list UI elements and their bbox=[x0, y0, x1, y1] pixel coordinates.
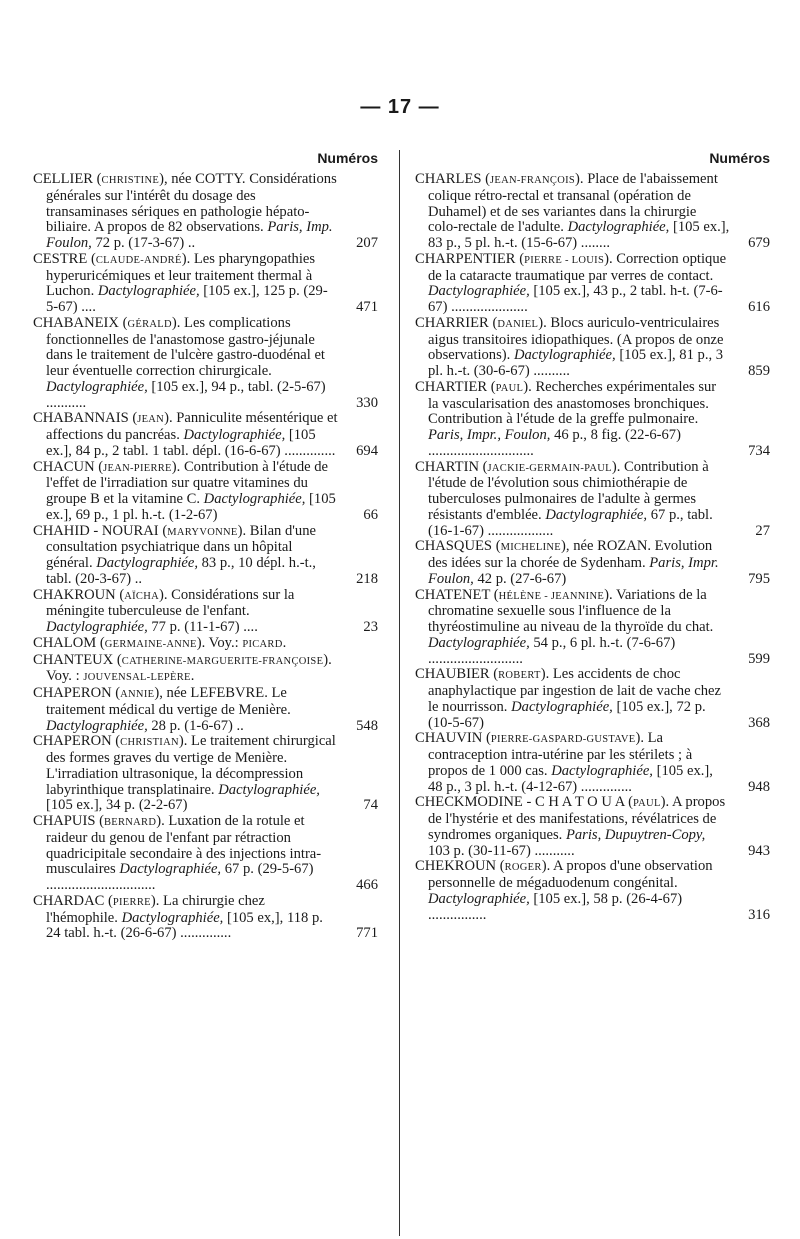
entry-number: 466 bbox=[356, 877, 378, 893]
thesis-title: . Les pharyngopathies hyperuricémiques et leur traitement thermal à Luchon. bbox=[46, 250, 316, 300]
index-entry bbox=[33, 653, 378, 687]
publisher: Dactylographiée, bbox=[218, 781, 320, 798]
publisher: Dactylographiée, bbox=[545, 506, 648, 523]
publication-details: [105 ex.], 58 p. (26-4-67) ................ bbox=[428, 890, 683, 923]
author-given-names: MICHELINE bbox=[500, 542, 562, 554]
publication-details: [105 ex.], 48 p., 3 pl. h.-t. (4-12-67) .............. bbox=[428, 762, 713, 795]
entry-number: 23 bbox=[363, 619, 378, 635]
author-given-names: PAUL bbox=[633, 798, 661, 810]
entry-number: 771 bbox=[356, 925, 378, 942]
entry-text: CESTRE (CLAUDE-ANDRÉ). Les pharyngopathies hyperuricémiques et leur traitement thermal à Luchon. Dactylographiée, [105 ex.], 125 p. (29-5-67) .... bbox=[33, 250, 328, 315]
index-entry bbox=[415, 460, 770, 540]
author-surname: CHAUVIN bbox=[415, 730, 483, 747]
index-entry bbox=[33, 172, 378, 252]
publisher: Dactylographiée, bbox=[46, 619, 148, 635]
entry-text: CHASQUES (MICHELINE), née ROZAN. Evolution des idées sur la chorée de Sydenham. Paris, Impr. Foulon, 42 p. (27-6-67) bbox=[415, 538, 719, 587]
publisher: Paris, Impr., Foulon, bbox=[428, 427, 551, 443]
thesis-title: . A propos d'une observation personnelle de mégaduodenum congénital. bbox=[428, 858, 713, 891]
publisher: Paris, Impr. Foulon, bbox=[428, 555, 719, 587]
author-given-names: PIERRE-GASPARD-GUSTAVE bbox=[490, 734, 636, 746]
publisher: Paris, Imp. Foulon, bbox=[46, 219, 333, 251]
author-given-names: ROBERT bbox=[498, 670, 541, 682]
entry-number: 207 bbox=[356, 235, 378, 251]
cross-reference-suffix: . bbox=[190, 668, 195, 685]
entry-number: 943 bbox=[748, 842, 770, 859]
author-surname: CHAUBIER bbox=[415, 666, 490, 683]
publisher: Dactylographiée, bbox=[551, 762, 653, 779]
entry-text: CHALOM (GERMAINE-ANNE). Voy.: PICARD. bbox=[33, 634, 287, 651]
author-given-names: HÉLÈNE - JEANNINE bbox=[498, 590, 605, 602]
publisher: Dactylographiée, bbox=[119, 861, 222, 878]
publication-details: [105 ex.], 84 p., 2 tabl. 1 tabl. dépl. (16-6-67) .............. bbox=[46, 427, 336, 459]
author-surname: CHAPERON bbox=[33, 685, 112, 701]
entry-number: 616 bbox=[748, 299, 770, 315]
thesis-title: . Bilan d'une consultation psychiatrique dans un hôpital général. bbox=[46, 522, 316, 571]
author-given-names: PIERRE - LOUIS bbox=[524, 254, 605, 266]
entry-number: 795 bbox=[748, 570, 770, 587]
entry-number: 471 bbox=[356, 299, 378, 315]
thesis-title: . Luxation de la rotule et raideur du genou de l'enfant par rétraction quadricipitale secondaire à des injections intra-musculaires bbox=[46, 813, 322, 878]
author-surname: CELLIER bbox=[33, 171, 93, 187]
entry-text: CHARDAC (PIERRE). La chirurgie chez l'hémophile. Dactylographiée, [105 ex,], 118 p. 24 tabl. h.-t. (26-6-67) .............. bbox=[33, 892, 323, 942]
author-given-names: GÉRALD bbox=[127, 318, 172, 330]
entry-text: CHAKROUN (AÏCHA). Considérations sur la méningite tuberculeuse de l'enfant. Dactylographiée, 77 p. (11-1-67) .... bbox=[33, 586, 295, 635]
thesis-title: , née LEFEBVRE. Le traitement médical du vertige de Menière. bbox=[46, 685, 291, 718]
thesis-title: . Les complications fonctionnelles de l'anastomose gastro-jéjunale dans le traitement de l'ulcère gastro-duodénal et leur éventuelle correction chirurgicale. bbox=[46, 314, 325, 379]
column-divider bbox=[399, 150, 400, 1236]
entry-text: CHATENET (HÉLÈNE - JEANNINE). Variations de la chromatine sexuelle sous l'influence de la thyréostimuline au niveau de la thyroïde du chat. Dactylographiée, 54 p., 6 pl. h.-t. (7-6-67) .......................... bbox=[415, 586, 714, 667]
publisher: Dactylographiée, bbox=[567, 219, 670, 236]
entry-number: 330 bbox=[356, 394, 378, 411]
publisher: Dactylographiée, bbox=[46, 717, 148, 734]
author-given-names: JEAN-PIERRE bbox=[103, 462, 172, 474]
publisher: Dactylographiée, bbox=[203, 491, 306, 507]
index-entry bbox=[33, 411, 378, 459]
index-entry bbox=[33, 814, 378, 894]
entry-text: CHAUVIN (PIERRE-GASPARD-GUSTAVE). La contraception intra-utérine par les stérilets ; à propos de 1 000 cas. Dactylographiée, [105 ex.], 48 p., 3 pl. h.-t. (4-12-67) .............. bbox=[415, 730, 713, 795]
entry-number: 74 bbox=[363, 797, 378, 814]
author-surname: CHALOM bbox=[33, 634, 97, 651]
entry-text: CHACUN (JEAN-PIERRE). Contribution à l'étude de l'effet de l'irradiation sur quatre vitamines du groupe B et la vitamine C. Dactylographiée, [105 ex.], 69 p., 1 pl. h.-t. (1-2-67) bbox=[33, 458, 336, 523]
thesis-title: . Voy.: bbox=[201, 634, 243, 651]
index-entry bbox=[415, 380, 770, 460]
author-surname: CHANTEUX bbox=[33, 651, 114, 668]
author-given-names: CATHERINE-MARGUERITE-FRANÇOISE bbox=[121, 655, 324, 667]
author-given-names: JEAN bbox=[137, 414, 165, 426]
thesis-title: . Les accidents de choc anaphylactique par ingestion de lait de vache chez le nourrisson. bbox=[428, 666, 721, 715]
publication-details: [105 ex.], 69 p., 1 pl. h.-t. (1-2-67) bbox=[46, 491, 336, 523]
entry-number: 66 bbox=[363, 506, 378, 523]
index-entry bbox=[415, 859, 770, 923]
author-surname: CHASQUES bbox=[415, 538, 493, 555]
thesis-title: . A propos de l'hystérie et des manifestations, révélatrices de syndromes organiques. bbox=[428, 794, 726, 843]
entry-text: CHARTIER (PAUL). Recherches expérimentales sur la vascularisation des anastomoses bronchiques. Contribution à l'étude de la greffe pulmonaire. Paris, Impr., Foulon, 46 p., 8 fig. (22-6-67) ............................. bbox=[415, 378, 717, 459]
publisher: Dactylographiée, bbox=[183, 427, 286, 443]
author-surname: CHECKMODINE - C H A T O U A bbox=[415, 794, 625, 811]
index-entry bbox=[33, 524, 378, 588]
author-given-names: ANNIE bbox=[120, 689, 155, 700]
thesis-title: . Considérations sur la méningite tuberculeuse de l'enfant. bbox=[46, 586, 295, 620]
thesis-title: . Place de l'abaissement colique rétro-rectal et transanal (opération de Duhamel) et de ses variantes dans la chirurgie colo-rectale de l'adulte. bbox=[428, 171, 718, 236]
publisher: Dactylographiée, bbox=[428, 283, 530, 300]
publication-details: [105 ex.], 72 p. (10-5-67) bbox=[428, 698, 706, 731]
publisher: Dactylographiée, bbox=[97, 283, 200, 300]
index-entry bbox=[415, 316, 770, 380]
author-surname: CHACUN bbox=[33, 458, 95, 475]
author-surname: CHARDAC bbox=[33, 892, 105, 909]
thesis-title: , née ROZAN. Evolution des idées sur la chorée de Sydenham. bbox=[428, 538, 713, 571]
author-surname: CHARRIER bbox=[415, 314, 489, 331]
index-entry bbox=[415, 667, 770, 731]
entry-number: 218 bbox=[356, 570, 378, 587]
author-given-names: ROGER bbox=[504, 862, 542, 874]
entry-text: CHAHID - NOURAI (MARYVONNE). Bilan d'une consultation psychiatrique dans un hôpital général. Dactylographiée, 83 p., 10 dépl. h.-t., tabl. (20-3-67) .. bbox=[33, 522, 316, 587]
thesis-title: . Panniculite mésentérique et affections du pancréas. bbox=[46, 410, 338, 443]
publication-details: [105 ex,], 118 p. 24 tabl. h.-t. (26-6-67) .............. bbox=[46, 909, 323, 942]
entry-number: 27 bbox=[755, 522, 770, 539]
index-entry bbox=[415, 588, 770, 668]
right-entry-list bbox=[415, 172, 770, 923]
index-entry bbox=[33, 460, 378, 524]
thesis-title: . Le traitement chirurgical des formes graves du vertige de Menière. L'irradiation ultrasonique, la décompression labyrinthique transplatinaire. bbox=[46, 733, 336, 798]
entry-text: CHABANNAIS (JEAN). Panniculite mésentérique et affections du pancréas. Dactylographiée, [105 ex.], 84 p., 2 tabl. 1 tabl. dépl. (16-6-67) .............. bbox=[33, 410, 338, 459]
entry-number: 948 bbox=[748, 778, 770, 795]
entry-number: 316 bbox=[748, 906, 770, 923]
publication-details: [105 ex.], 43 p., 2 tabl. h-t. (7-6-67) ..................... bbox=[428, 283, 723, 315]
thesis-title: ). Voy. : bbox=[46, 651, 332, 685]
entry-text: CHAPERON (CHRISTIAN). Le traitement chirurgical des formes graves du vertige de Menière. L'irradiation ultrasonique, la décompression labyrinthique transplatinaire. Dactylographiée, [105 ex.], 34 p. (2-2-67) bbox=[33, 733, 336, 814]
index-entry bbox=[33, 686, 378, 734]
entry-number: 694 bbox=[356, 442, 378, 459]
author-surname: CESTRE bbox=[33, 250, 88, 267]
index-entry bbox=[415, 795, 770, 859]
entry-text: CHARRIER (DANIEL). Blocs auriculo-ventriculaires aigus transitoires idiopathiques. (A propos de onze observations). Dactylographiée, [105 ex.], 81 p., 3 pl. h.-t. (30-6-67) .......... bbox=[415, 314, 724, 379]
entry-number: 368 bbox=[748, 714, 770, 731]
entry-number: 679 bbox=[748, 235, 770, 251]
author-given-names: CHRISTIAN bbox=[120, 737, 179, 749]
entry-text: CHEKROUN (ROGER). A propos d'une observation personnelle de mégaduodenum congénital. Dactylographiée, [105 ex.], 58 p. (26-4-67) ................ bbox=[415, 858, 713, 923]
publisher: Dactylographiée, bbox=[428, 890, 530, 907]
author-surname: CHABANEIX bbox=[33, 314, 119, 331]
publisher: Dactylographiée, bbox=[46, 378, 148, 395]
author-surname: CHAPERON bbox=[33, 733, 112, 750]
cross-reference-suffix: . bbox=[282, 634, 287, 651]
thesis-title: . La chirurgie chez l'hémophile. bbox=[46, 892, 265, 926]
author-given-names: BERNARD bbox=[103, 817, 157, 828]
publisher: Dactylographiée, bbox=[96, 555, 198, 571]
index-entry bbox=[415, 731, 770, 795]
author-given-names: DANIEL bbox=[497, 318, 539, 330]
entry-text: CHARTIN (JACKIE-GERMAIN-PAUL). Contribution à l'étude de l'évolution sous chimiothérapie de tuberculoses pulmonaires de l'adulte à germes résistants d'emblée. Dactylographiée, 67 p., tabl. (16-1-67) .................. bbox=[415, 458, 713, 539]
publication-details: 54 p., 6 pl. h.-t. (7-6-67) .......................... bbox=[428, 634, 676, 667]
left-entry-list bbox=[33, 172, 378, 942]
index-entry bbox=[415, 539, 770, 587]
publisher: Dactylographiée, bbox=[428, 634, 530, 651]
thesis-title: . Variations de la chromatine sexuelle sous l'influence de la thyréostimuline au niveau de la thyroïde du chat. bbox=[428, 586, 714, 635]
publisher: Dactylographiée, bbox=[511, 698, 613, 715]
index-entry bbox=[33, 588, 378, 636]
publisher: Dactylographiée, bbox=[121, 909, 224, 926]
publication-details: [105 ex.], 34 p. (2-2-67) bbox=[46, 797, 188, 814]
author-surname: CHAPUIS bbox=[33, 813, 96, 829]
entry-text: CHAUBIER (ROBERT). Les accidents de choc anaphylactique par ingestion de lait de vache chez le nourrisson. Dactylographiée, [105 ex.], 72 p. (10-5-67) bbox=[415, 666, 721, 731]
publication-details: 103 p. (30-11-67) ........... bbox=[428, 842, 575, 859]
author-surname: CHABANNAIS bbox=[33, 410, 129, 427]
entry-number: 859 bbox=[748, 363, 770, 379]
entry-text: CELLIER (CHRISTINE), née COTTY. Considérations générales sur l'intérêt du dosage des transaminases sériques en pathologie hépato-biliaire. A propos de 82 observations. Paris, Imp. Foulon, 72 p. (17-3-67) .. bbox=[33, 171, 337, 251]
index-entry bbox=[33, 252, 378, 316]
thesis-title: . Contribution à l'étude de l'évolution sous chimiothérapie de tuberculoses pulmonaires de l'adulte à germes résistants d'emblée. bbox=[428, 458, 709, 523]
author-surname: CHARPENTIER bbox=[415, 250, 516, 267]
author-surname: CHARLES bbox=[415, 171, 482, 187]
publication-details: [105 ex.], 94 p., tabl. (2-5-67) ........... bbox=[46, 378, 326, 411]
thesis-title: . Correction optique de la cataracte traumatique par verres de contact. bbox=[428, 250, 727, 284]
publication-details: 67 p., tabl. (16-1-67) .................. bbox=[428, 506, 713, 539]
publication-details: 28 p. (1-6-67) .. bbox=[147, 717, 244, 734]
thesis-title: . Contribution à l'étude de l'effet de l'irradiation sur quatre vitamines du groupe B et la vitamine C. bbox=[46, 458, 329, 507]
cross-reference: PICARD bbox=[242, 638, 283, 650]
column-header-left: Numéros bbox=[317, 150, 378, 166]
entry-text: CHARLES (JEAN-FRANÇOIS). Place de l'abaissement colique rétro-rectal et transanal (opération de Duhamel) et de ses variantes dans la chirurgie colo-rectale de l'adulte. Dactylographiée, [105 ex.], 83 p., 5 pl. h.-t. (15-6-67) ........ bbox=[415, 171, 730, 251]
entry-number: 599 bbox=[748, 650, 770, 667]
thesis-title: . La contraception intra-utérine par les stérilets ; à propos de 1 000 cas. bbox=[428, 730, 693, 779]
author-given-names: JACKIE-GERMAIN-PAUL bbox=[487, 462, 612, 474]
index-entry bbox=[415, 252, 770, 316]
entry-text: CHABANEIX (GÉRALD). Les complications fonctionnelles de l'anastomose gastro-jéjunale dans le traitement de l'ulcère gastro-duodénal et leur éventuelle correction chirurgicale. Dactylographiée, [105 ex.], 94 p., tabl. (2-5-67) ........... bbox=[33, 314, 326, 411]
publication-details: 67 p. (29-5-67) .............................. bbox=[46, 861, 314, 893]
entry-text: CHAPUIS (BERNARD). Luxation de la rotule et raideur du genou de l'enfant par rétraction quadricipitale secondaire à des injections intra-musculaires Dactylographiée, 67 p. (29-5-67) .............................. bbox=[33, 813, 322, 893]
index-entry bbox=[33, 894, 378, 942]
entry-number: 734 bbox=[748, 442, 770, 459]
publisher: Dactylographiée, bbox=[513, 347, 616, 364]
author-surname: CHAKROUN bbox=[33, 586, 116, 603]
publication-details: 46 p., 8 fig. (22-6-67) ............................. bbox=[428, 427, 681, 459]
author-surname: CHARTIN bbox=[415, 458, 479, 475]
entry-text: CHARPENTIER (PIERRE - LOUIS). Correction optique de la cataracte traumatique par verres de contact. Dactylographiée, [105 ex.], 43 p., 2 tabl. h-t. (7-6-67) ..................... bbox=[415, 250, 727, 315]
entry-text: CHECKMODINE - C H A T O U A (PAUL). A propos de l'hystérie et des manifestations, révélatrices de syndromes organiques. Paris, Dupuytren-Copy, 103 p. (30-11-67) ........... bbox=[415, 794, 726, 859]
publication-details: [105 ex.], 83 p., 5 pl. h.-t. (15-6-67) ........ bbox=[428, 219, 730, 251]
publication-details: [105 ex.], 125 p. (29-5-67) .... bbox=[46, 283, 328, 315]
thesis-title: . Recherches expérimentales sur la vascularisation des anastomoses bronchiques. Contribution à l'étude de la greffe pulmonaire. bbox=[428, 378, 717, 428]
author-surname: CHARTIER bbox=[415, 378, 488, 395]
author-given-names: AÏCHA bbox=[124, 590, 159, 602]
index-entry bbox=[33, 636, 378, 653]
author-given-names: GERMAINE-ANNE bbox=[104, 638, 197, 650]
left-column bbox=[33, 150, 378, 942]
column-header-right: Numéros bbox=[709, 150, 770, 166]
author-given-names: JEAN-FRANÇOIS bbox=[490, 175, 576, 186]
index-entry bbox=[33, 734, 378, 814]
publication-details: [105 ex.], 81 p., 3 pl. h.-t. (30-6-67) .......... bbox=[428, 347, 724, 379]
thesis-title: . Blocs auriculo-ventriculaires aigus transitoires idiopathiques. (A propos de onze observations). bbox=[428, 314, 724, 364]
author-surname: CHEKROUN bbox=[415, 858, 497, 875]
author-given-names: CLAUDE-ANDRÉ bbox=[95, 254, 182, 266]
right-column bbox=[415, 150, 770, 923]
thesis-title: , née COTTY. Considérations générales sur l'intérêt du dosage des transaminases sériques en pathologie hépato-biliaire. A propos de 82 observations. bbox=[46, 171, 337, 236]
author-surname: CHATENET bbox=[415, 586, 491, 603]
author-given-names: PAUL bbox=[495, 382, 524, 394]
author-given-names: MARYVONNE bbox=[167, 526, 238, 538]
page-number: — 17 — bbox=[360, 96, 440, 118]
author-given-names: PIERRE bbox=[112, 896, 151, 908]
entry-number: 548 bbox=[356, 717, 378, 734]
entry-text: CHAPERON (ANNIE), née LEFEBVRE. Le traitement médical du vertige de Menière. Dactylographiée, 28 p. (1-6-67) .. bbox=[33, 685, 291, 734]
entry-text: CHANTEUX (CATHERINE-MARGUERITE-FRANÇOISE). Voy. : JOUVENSAL-LEPÈRE. bbox=[33, 651, 332, 685]
cross-reference: JOUVENSAL-LEPÈRE bbox=[83, 672, 191, 684]
publication-details: 77 p. (11-1-67) .... bbox=[147, 619, 258, 635]
index-entry bbox=[415, 172, 770, 252]
publication-details: 42 p. (27-6-67) bbox=[473, 570, 567, 587]
publication-details: 83 p., 10 dépl. h.-t., tabl. (20-3-67) .. bbox=[46, 555, 316, 587]
author-surname: CHAHID - NOURAI bbox=[33, 522, 159, 539]
author-given-names: CHRISTINE bbox=[101, 175, 160, 186]
index-entry bbox=[33, 316, 378, 412]
publication-details: 72 p. (17-3-67) .. bbox=[91, 235, 196, 251]
publisher: Paris, Dupuytren-Copy, bbox=[565, 826, 706, 843]
